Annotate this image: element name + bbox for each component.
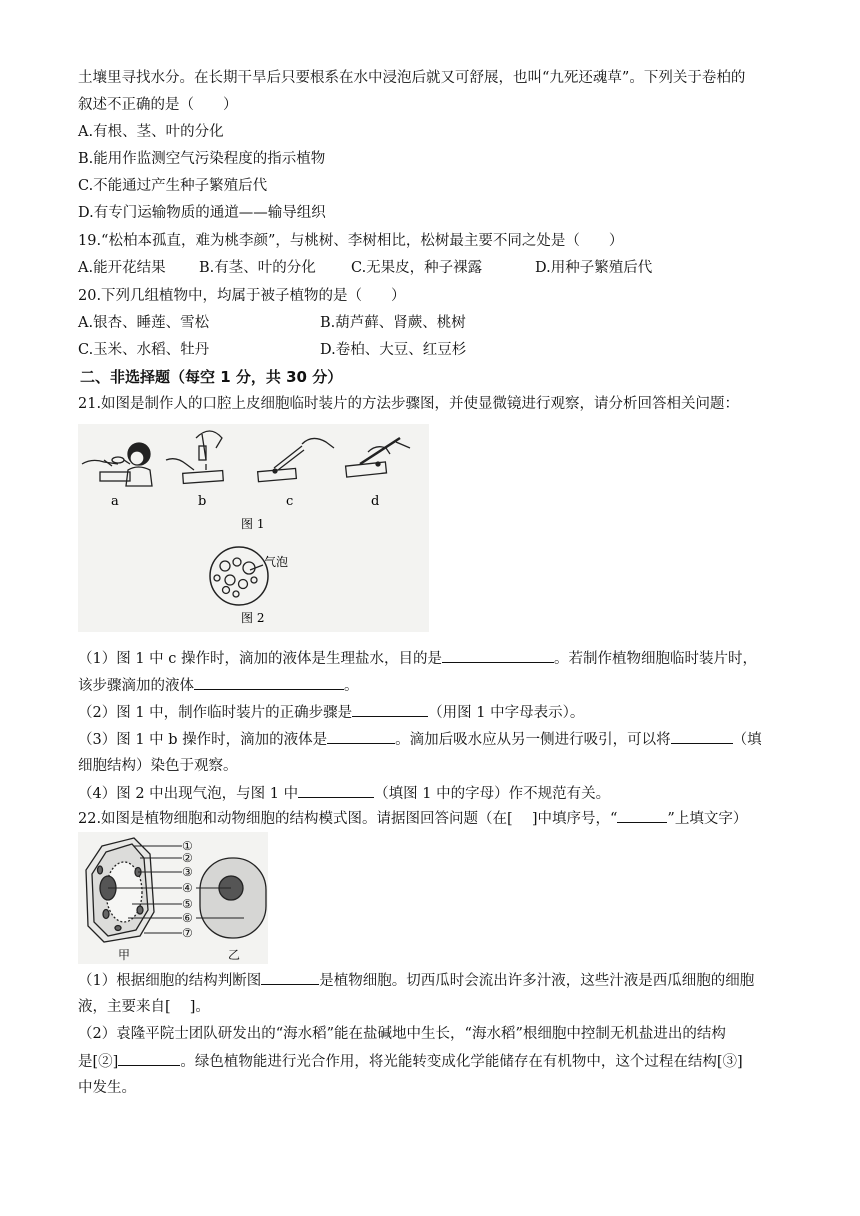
step-label-c: c <box>286 494 294 509</box>
q21-figure-drawing <box>78 424 429 632</box>
q22-stem-text-b: ”上填文字） <box>667 811 748 827</box>
step-a-illustration <box>82 443 152 486</box>
fig1-caption: 图 1 <box>241 517 265 531</box>
q20-stem: 20.下列几组植物中，均属于被子植物的是（ ） <box>78 288 406 304</box>
q21-p1-text-b: 。若制作植物细胞临时装片时， <box>554 651 758 667</box>
q18-option-d: D.有专门运输物质的通道——输导组织 <box>78 205 326 221</box>
q21-p4-text-a: （4）图 2 中出现气泡，与图 1 中 <box>78 786 299 802</box>
q22-p2-text-b: 是[②] <box>78 1054 119 1070</box>
q19-stem: 19.“松柏本孤直，难为桃李颜”，与桃树、李树相比，松树最主要不同之处是（ ） <box>78 233 624 249</box>
fig2-caption: 图 2 <box>241 611 265 625</box>
q21-p2-text-a: （2）图 1 中，制作临时装片的正确步骤是 <box>78 705 353 721</box>
q21-p2-text-b: （用图 1 中字母表示）。 <box>428 705 585 721</box>
q22-part2-line3: 中发生。 <box>78 1080 136 1096</box>
step-d-illustration <box>346 438 410 477</box>
answer-blank-5[interactable] <box>671 729 733 744</box>
answer-blank-7[interactable] <box>261 970 319 985</box>
section-heading: 二、非选择题（每空 1 分，共 30 分） <box>80 368 343 386</box>
q21-p1-text-a: （1）图 1 中 c 操作时，滴加的液体是生理盐水，目的是 <box>78 651 443 667</box>
field-of-view-circle <box>210 547 268 605</box>
marker-7: ⑦ <box>182 926 193 940</box>
q19-option-b: B.有茎、叶的分化 <box>199 260 316 276</box>
step-label-d: d <box>371 494 380 509</box>
q18-line2: 叙述不正确的是（ ） <box>78 97 238 113</box>
q22-figure <box>78 832 268 964</box>
q18-option-a: A.有根、茎、叶的分化 <box>78 124 224 140</box>
q20-option-b: B.葫芦藓、肾蕨、桃树 <box>320 315 466 331</box>
q18-line1: 土壤里寻找水分。在长期干旱后只要根系在水中浸泡后就又可舒展，也叫“九死还魂草”。下列关于卷柏的 <box>78 70 746 86</box>
q22-p2-text-c: 。绿色植物能进行光合作用，将光能转变成化学能储存在有机物中，这个过程在结构[③] <box>180 1054 743 1070</box>
q20-option-c: C.玉米、水稻、牡丹 <box>78 342 210 358</box>
q22-part1-line1 <box>78 970 754 991</box>
marker-4: ④ <box>182 881 193 895</box>
q22-stem <box>78 808 747 829</box>
q21-part4 <box>78 783 610 804</box>
answer-blank-1[interactable] <box>442 648 554 663</box>
q18-option-c: C.不能通过产生种子繁殖后代 <box>78 178 268 194</box>
q21-stem: 21.如图是制作人的口腔上皮细胞临时装片的方法步骤图，并使显微镜进行观察，请分析回答相关问题： <box>78 396 740 412</box>
step-b-illustration <box>166 431 223 483</box>
q21-p4-text-b: （填图 1 中的字母）作不规范有关。 <box>374 786 611 802</box>
q18-option-b: B.能用作监测空气污染程度的指示植物 <box>78 151 326 167</box>
step-label-b: b <box>198 494 207 509</box>
q21-part3-line2: 细胞结构）染色于观察。 <box>78 758 238 774</box>
label-yi: 乙 <box>228 948 241 962</box>
q21-part2 <box>78 702 584 723</box>
q19-option-c: C.无果皮，种子裸露 <box>351 260 483 276</box>
label-jia: 甲 <box>118 948 131 962</box>
q21-figure <box>78 424 429 632</box>
answer-blank-4[interactable] <box>327 729 395 744</box>
q20-option-d: D.卷柏、大豆、红豆杉 <box>320 342 467 358</box>
stem-blank-sample <box>617 808 667 823</box>
q21-p3-text-a: （3）图 1 中 b 操作时，滴加的液体是 <box>78 732 328 748</box>
answer-blank-2[interactable] <box>194 675 344 690</box>
marker-5: ⑤ <box>182 897 193 911</box>
q21-p3-text-b: 。滴加后吸水应从另一侧进行吸引，可以将 <box>395 732 671 748</box>
q22-figure-drawing <box>78 832 268 964</box>
answer-blank-3[interactable] <box>352 702 428 717</box>
q21-part3-line1 <box>78 729 762 750</box>
bubble-label: 气泡 <box>264 555 289 569</box>
step-label-a: a <box>111 494 119 509</box>
q22-part2-line2 <box>78 1051 743 1072</box>
marker-1: ① <box>182 839 193 853</box>
q21-p3-text-c: （填 <box>732 732 762 748</box>
q22-p1-text-b: 是植物细胞。切西瓜时会流出许多汁液，这些汁液是西瓜细胞的细胞 <box>319 973 755 989</box>
q22-part1-line2: 液，主要来自[ ]。 <box>78 999 210 1015</box>
marker-2: ② <box>182 851 193 865</box>
marker-6: ⑥ <box>182 911 193 925</box>
answer-blank-6[interactable] <box>298 783 374 798</box>
q20-option-a: A.银杏、睡莲、雪松 <box>78 315 210 331</box>
answer-blank-8[interactable] <box>118 1051 180 1066</box>
q21-p1-text-c: 该步骤滴加的液体 <box>78 678 194 694</box>
q22-part2-line1: （2）袁隆平院士团队研发出的“海水稻”能在盐碱地中生长，“海水稻”根细胞中控制无机盐进出的结构 <box>78 1026 726 1042</box>
step-c-illustration <box>258 438 334 481</box>
q21-part1-line1 <box>78 648 757 669</box>
animal-cell <box>200 858 266 938</box>
q21-p1-text-d: 。 <box>344 678 359 694</box>
plant-cell <box>86 838 154 942</box>
q19-option-a: A.能开花结果 <box>78 260 166 276</box>
marker-3: ③ <box>182 865 193 879</box>
q19-option-d: D.用种子繁殖后代 <box>535 260 653 276</box>
q21-part1-line2 <box>78 675 359 696</box>
q22-p1-text-a: （1）根据细胞的结构判断图 <box>78 973 262 989</box>
q22-stem-text-a: 22.如图是植物细胞和动物细胞的结构模式图。请据图回答问题（在[ ]中填序号，“ <box>78 811 618 827</box>
